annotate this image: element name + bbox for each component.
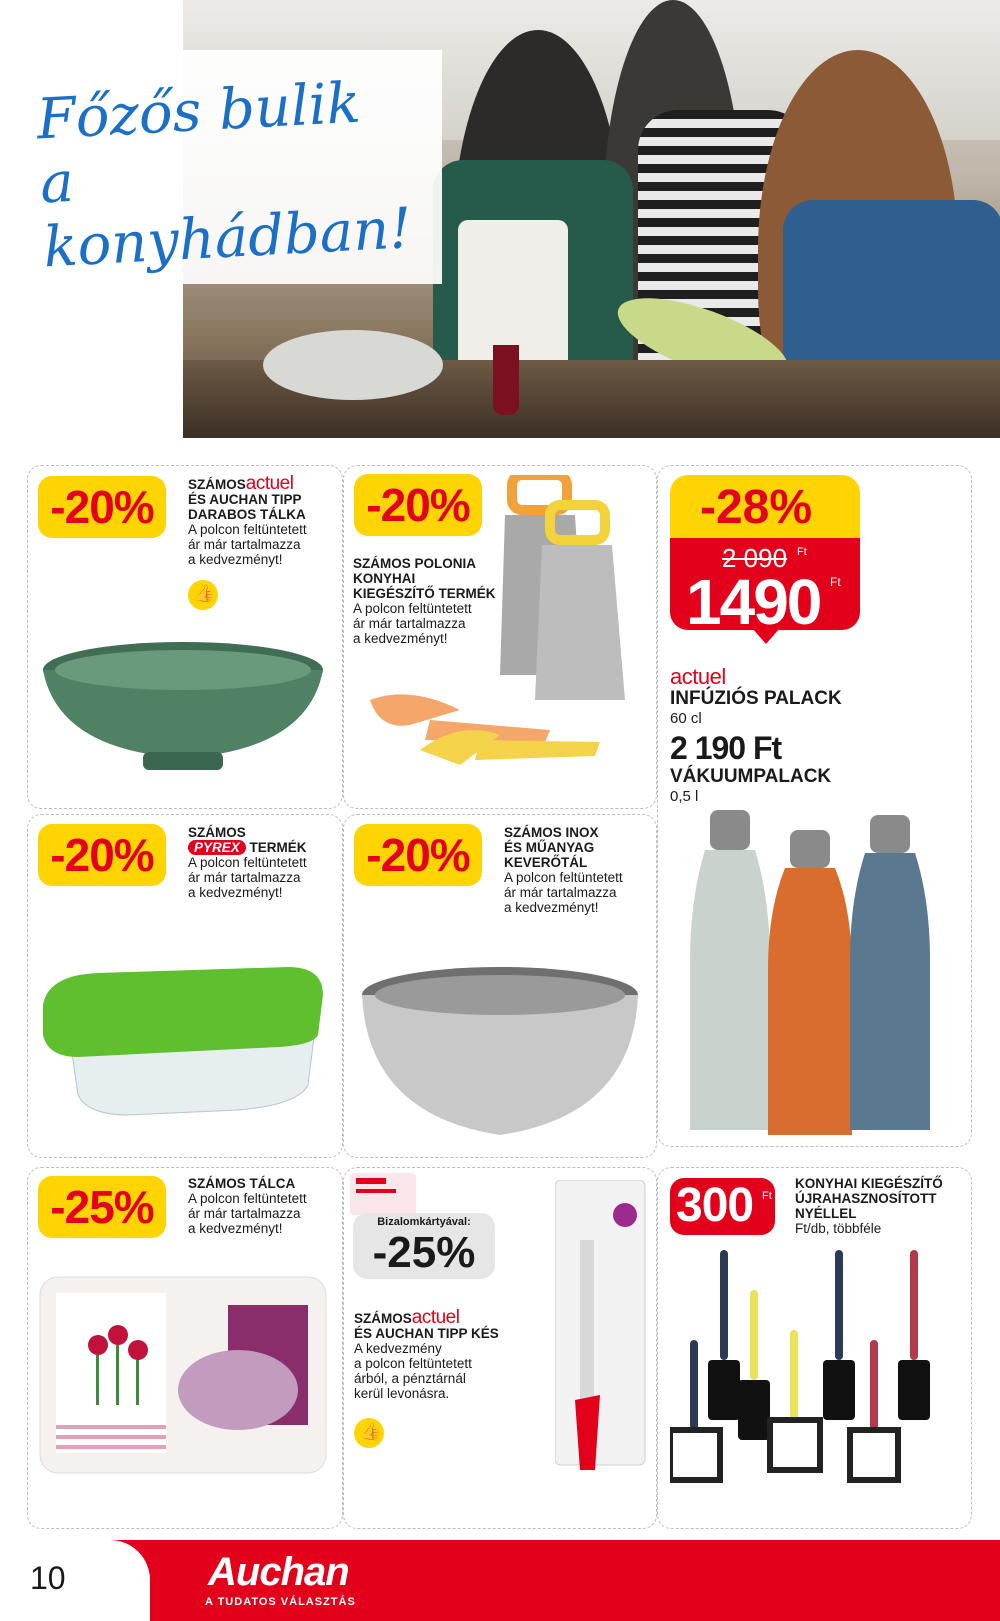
page-number-box <box>0 1540 150 1621</box>
actuel-logo: actuel <box>411 1307 460 1328</box>
grater-image <box>500 475 645 705</box>
new-price-currency: Ft <box>830 575 841 589</box>
pyrex-container-image <box>38 965 328 1125</box>
product-description: SZÁMOSactuel ÉS AUCHAN TIPP KÉS A kedvezmény a polcon feltüntetett árból, a pénztárnál kerül levonásra. <box>354 1307 499 1401</box>
product-size: 0,5 l <box>670 788 699 805</box>
old-price: 2 090 <box>722 543 788 573</box>
discount-badge: -25% <box>372 1228 476 1277</box>
discount-badge: -20% <box>38 476 166 538</box>
loyalty-label: Bizalomkártyával: <box>377 1216 471 1228</box>
new-price: 1490 <box>686 566 821 638</box>
discount-badge: -25% <box>38 1176 166 1238</box>
actuel-logo: actuel <box>245 473 294 494</box>
product-name: INFÚZIÓS PALACK <box>670 688 842 709</box>
tulip-tray-image <box>38 1275 328 1475</box>
product-price: 300 <box>676 1179 754 1232</box>
page-title <box>35 68 445 281</box>
loyalty-card-image <box>350 1173 420 1217</box>
garlic-press-image <box>350 680 610 790</box>
discount-badge: -20% <box>38 824 166 886</box>
page-number: 10 <box>30 1560 66 1596</box>
product-description: SZÁMOS INOX ÉS MŰANYAG KEVERŐTÁL A polcon feltüntetett ár már tartalmazza a kedvezményt! <box>504 825 623 915</box>
footer-bar <box>0 1540 1000 1621</box>
title-line-1: Főzős bulik <box>35 70 363 153</box>
discount-badge: -20% <box>354 474 482 536</box>
discount-badge: -20% <box>354 824 482 886</box>
actuel-logo: actuel <box>670 664 726 689</box>
product-description: SZÁMOS PYREX TERMÉK A polcon feltüntetett ár már tartalmazza a kedvezményt! <box>188 825 307 900</box>
price-currency: Ft <box>762 1190 772 1202</box>
product-description: SZÁMOS TÁLCA A polcon feltüntetett ár már tartalmazza a kedvezményt! <box>188 1176 307 1236</box>
vacuum-bottles-image <box>690 810 960 1140</box>
kitchen-utensils-image <box>670 1240 965 1510</box>
slogan: A TUDATOS VÁLASZTÁS <box>205 1596 356 1608</box>
product-name: VÁKUUMPALACK <box>670 766 832 787</box>
steel-bowl-image <box>358 965 643 1140</box>
old-price-currency: Ft <box>797 546 807 558</box>
title-line-2: a konyhádban! <box>38 149 414 281</box>
product-size: 60 cl <box>670 710 702 727</box>
product-description: SZÁMOS POLONIA KONYHAI KIEGÉSZÍTŐ TERMÉK A polcon feltüntetett ár már tartalmazza a kedvezményt! <box>353 556 496 646</box>
auchan-logo: Auchan <box>208 1550 349 1594</box>
product-description: KONYHAI KIEGÉSZÍTŐ ÚJRAHASZNOSÍTOTT NYÉLLEL Ft/db, többféle <box>795 1176 943 1236</box>
product-description: SZÁMOSactuel ÉS AUCHAN TIPP DARABOS TÁLKA A polcon feltüntetett ár már tartalmazza a kedvezményt! <box>188 473 307 567</box>
pyrex-logo: PYREX <box>188 840 246 855</box>
green-bowl-image <box>38 640 328 780</box>
discount-badge: -28% <box>700 481 813 534</box>
thumbs-up-icon <box>354 1418 384 1448</box>
knife-package-image <box>555 1180 650 1480</box>
thumbs-up-icon <box>188 580 218 610</box>
product-price: 2 190 Ft <box>670 730 782 766</box>
